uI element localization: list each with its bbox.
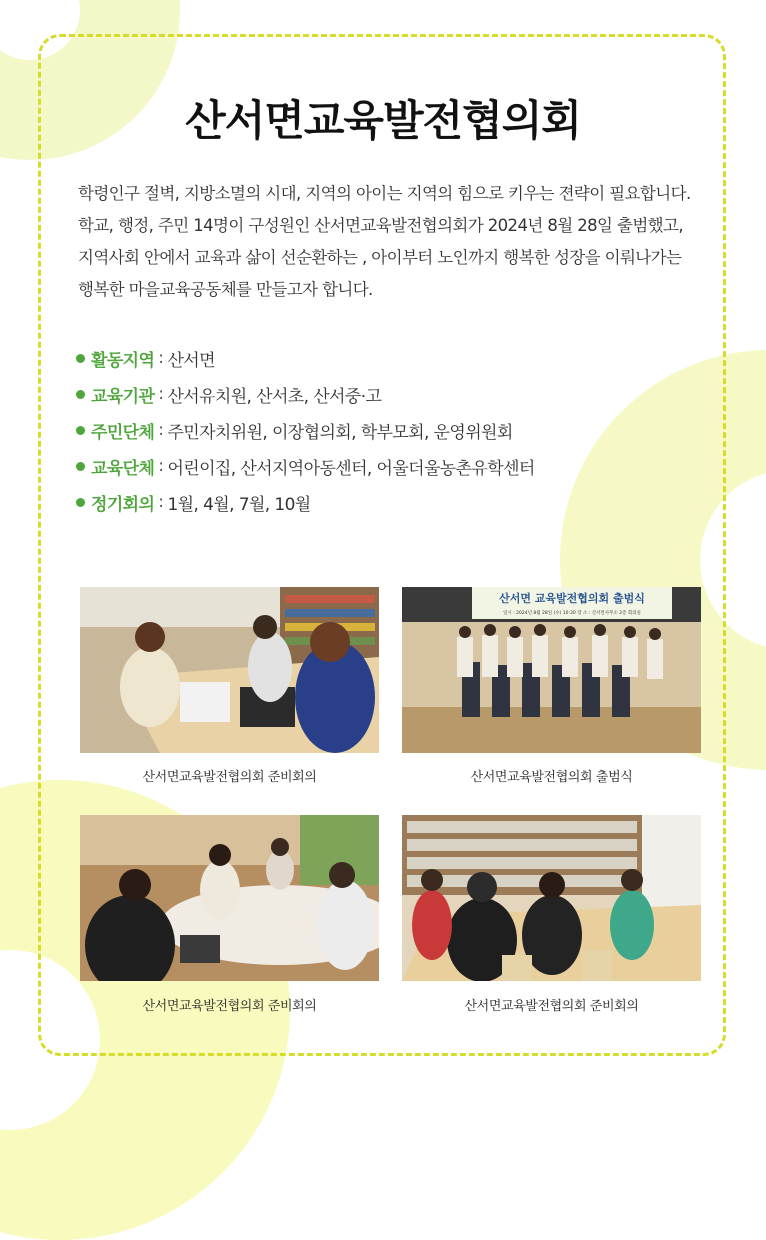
info-separator: :	[158, 348, 164, 368]
photo-prep-meeting-2	[80, 815, 379, 981]
info-list	[76, 340, 726, 520]
intro-line: 지역사회 안에서 교육과 삶이 선순환하는 , 아이부터 노인까지 행복한 성장을 이뤄나가는	[78, 248, 682, 267]
info-separator: :	[158, 420, 164, 440]
info-label: 교육단체	[91, 458, 155, 479]
info-label: 주민단체	[91, 422, 155, 443]
info-value: 산서유치원, 산서초, 산서중·고	[167, 386, 382, 407]
photo-caption: 산서면교육발전협의회 준비회의	[142, 999, 317, 1014]
info-label: 활동지역	[91, 350, 155, 371]
info-item-institutions	[76, 376, 726, 412]
info-value: 주민자치위원, 이장협의회, 학부모회, 운영위원회	[167, 422, 513, 443]
intro-paragraph	[78, 178, 718, 306]
photo-caption: 산서면교육발전협의회 준비회의	[142, 770, 317, 785]
page-title: 산서면교육발전협의회	[185, 96, 581, 145]
banner-subtitle: 일시 : 2024년 8월 28일 (수) 10:30 장 소 : 산서면사무소 2층 회의실	[503, 611, 641, 616]
photo-caption: 산서면교육발전협의회 출범식	[470, 770, 633, 785]
photo-prep-meeting-3	[402, 815, 701, 981]
info-item-residents	[76, 412, 726, 448]
banner-title: 산서면 교육발전협의회 출범식	[499, 592, 645, 605]
info-value: 1월, 4월, 7월, 10월	[167, 494, 311, 515]
info-value: 산서면	[167, 350, 215, 371]
info-label: 정기회의	[91, 494, 155, 515]
info-item-area	[76, 340, 726, 376]
info-label: 교육기관	[91, 386, 155, 407]
bullet-dot-icon	[76, 390, 85, 399]
intro-line: 행복한 마을교육공동체를 만들고자 합니다.	[78, 280, 373, 299]
photo-caption: 산서면교육발전협의회 준비회의	[464, 999, 639, 1014]
bullet-dot-icon	[76, 426, 85, 435]
bullet-dot-icon	[76, 498, 85, 507]
info-item-edu-groups	[76, 448, 726, 484]
info-item-meetings	[76, 484, 726, 520]
photo-launch-ceremony	[402, 587, 701, 753]
intro-line: 학교, 행정, 주민 14명이 구성원인 산서면교육발전협의회가 2024년 8월 28일 출범했고,	[78, 216, 683, 235]
info-value: 어린이집, 산서지역아동센터, 어울더울농촌유학센터	[167, 458, 535, 479]
intro-line: 학령인구 절벽, 지방소멸의 시대, 지역의 아이는 지역의 힘으로 키우는 젼략이 필요합니다.	[78, 184, 691, 203]
bullet-dot-icon	[76, 354, 85, 363]
photo-prep-meeting-1	[80, 587, 379, 753]
info-separator: :	[158, 384, 164, 404]
info-separator: :	[158, 492, 164, 512]
info-separator: :	[158, 456, 164, 476]
bullet-dot-icon	[76, 462, 85, 471]
